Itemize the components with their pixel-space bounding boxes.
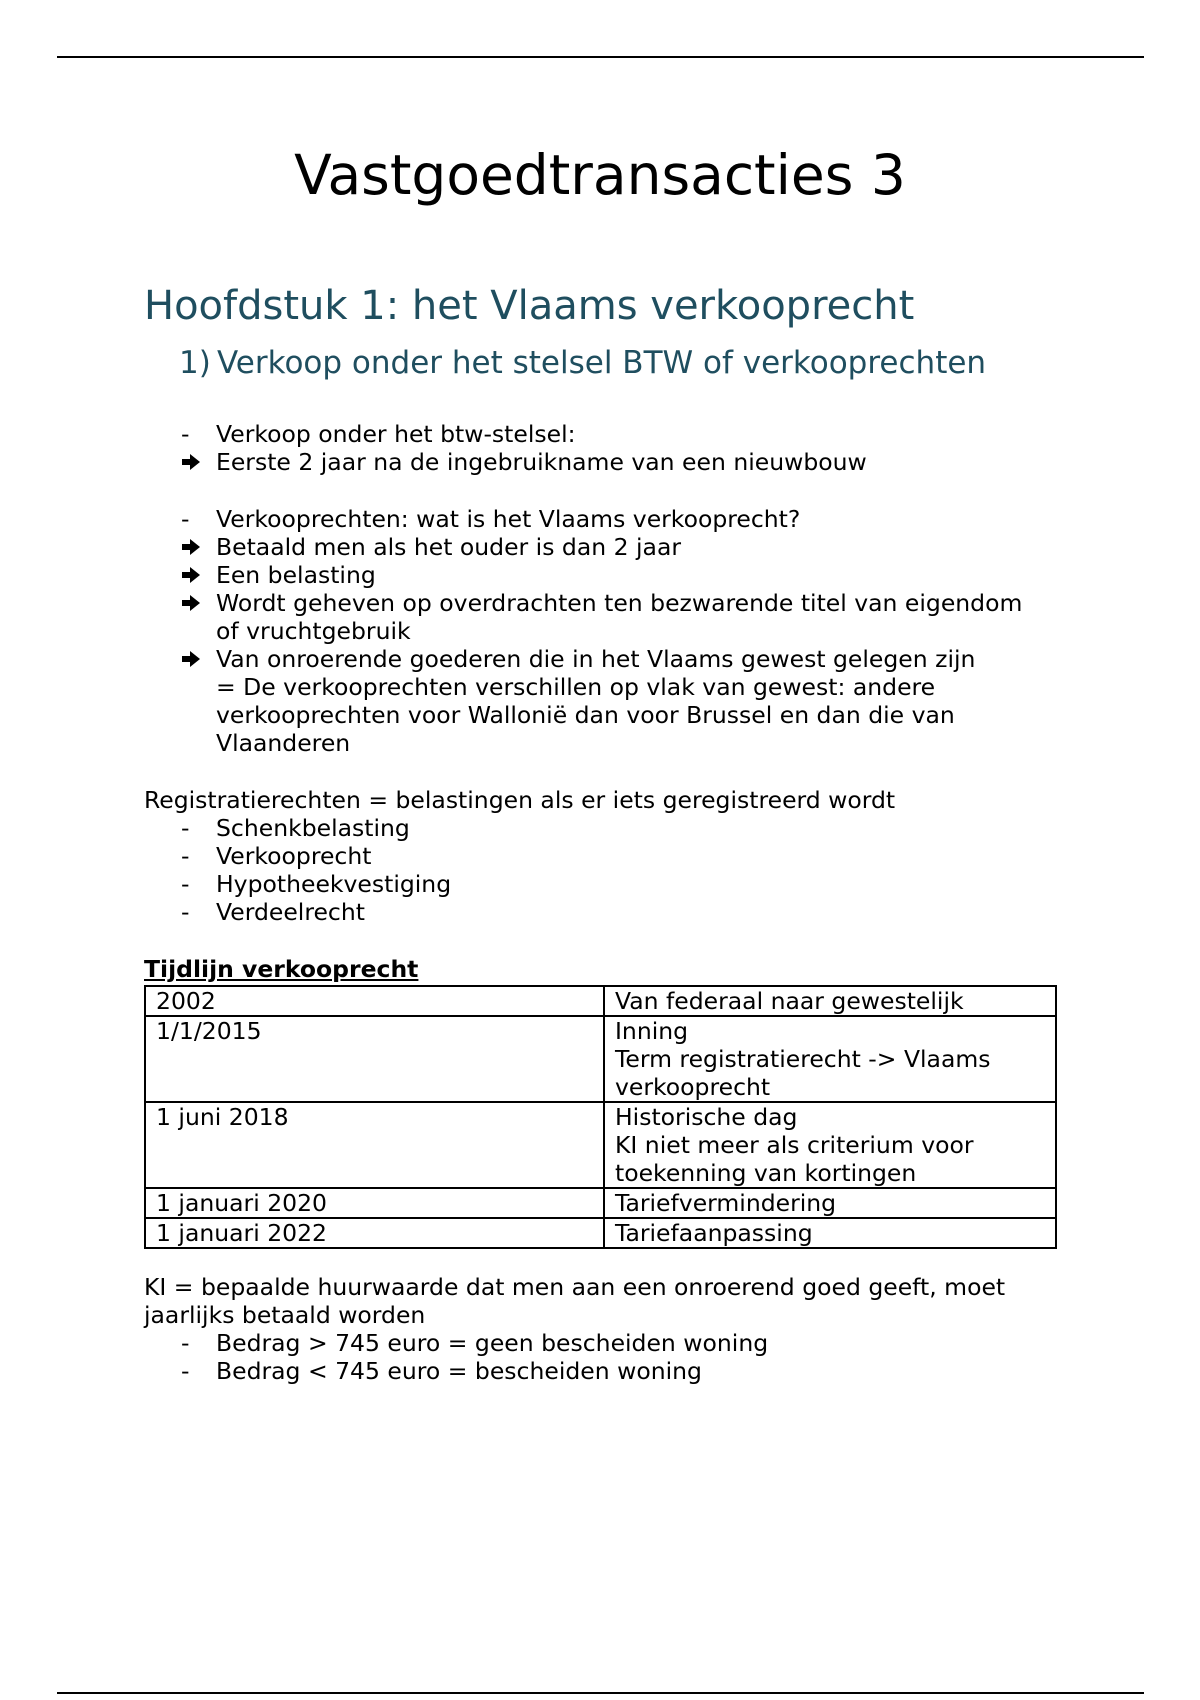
- timeline-description: [604, 1016, 1056, 1102]
- arrow-bullet-icon: [180, 448, 210, 476]
- table-row: [145, 1102, 1056, 1188]
- timeline-description: [604, 1218, 1056, 1248]
- table-row: [145, 1218, 1056, 1248]
- list-item: Verkooprecht: [216, 842, 372, 870]
- table-row: [145, 1016, 1056, 1102]
- cell-line: verkooprecht: [615, 1073, 771, 1101]
- timeline-date: 1 januari 2022: [145, 1218, 604, 1248]
- list-item: Van onroerende goederen die in het Vlaams gewest gelegen zijn: [216, 645, 976, 673]
- dash-marker: -: [181, 505, 190, 533]
- dash-marker: -: [181, 842, 190, 870]
- list-item: Hypotheekvestiging: [216, 870, 452, 898]
- cell-line: Historische dag: [615, 1103, 798, 1131]
- dash-marker: -: [181, 870, 190, 898]
- section-heading: [179, 344, 986, 382]
- list-item-continuation: of vruchtgebruik: [216, 617, 411, 645]
- list-item: Betaald men als het ouder is dan 2 jaar: [216, 533, 682, 561]
- timeline-table: [144, 985, 1057, 1249]
- cell-line: KI niet meer als criterium voor: [615, 1131, 974, 1159]
- timeline-heading: Tijdlijn verkooprecht: [144, 955, 419, 983]
- list-item: Verdeelrecht: [216, 898, 365, 926]
- document-title: Vastgoedtransacties 3: [294, 143, 906, 207]
- list-item: Verkooprechten: wat is het Vlaams verkooprecht?: [216, 505, 801, 533]
- table-row: [145, 986, 1056, 1016]
- cell-line: toekenning van kortingen: [615, 1159, 917, 1187]
- cell-line: Tariefaanpassing: [615, 1219, 813, 1247]
- list-item-continuation: = De verkooprechten verschillen op vlak van gewest: andere: [216, 673, 936, 701]
- arrow-bullet-icon: [180, 561, 210, 589]
- dash-marker: -: [181, 1329, 190, 1357]
- cell-line: Van federaal naar gewestelijk: [615, 987, 964, 1015]
- list-item-continuation: verkooprechten voor Wallonië dan voor Brussel en dan die van: [216, 701, 955, 729]
- timeline-description: [604, 1102, 1056, 1188]
- list-item: Wordt geheven op overdrachten ten bezwarende titel van eigendom: [216, 589, 1023, 617]
- arrow-bullet-icon: [180, 533, 210, 561]
- dash-marker: -: [181, 420, 190, 448]
- list-item: Een belasting: [216, 561, 376, 589]
- dash-marker: -: [181, 814, 190, 842]
- timeline-date: 1 juni 2018: [145, 1102, 604, 1188]
- arrow-bullet-icon: [180, 589, 210, 617]
- cell-line: Tariefvermindering: [615, 1189, 837, 1217]
- cell-line: Term registratierecht -> Vlaams: [615, 1045, 991, 1073]
- dash-marker: -: [181, 1357, 190, 1385]
- list-item: Schenkbelasting: [216, 814, 410, 842]
- list-item: Eerste 2 jaar na de ingebruikname van een nieuwbouw: [216, 448, 867, 476]
- table-row: [145, 1188, 1056, 1218]
- dash-marker: -: [181, 898, 190, 926]
- timeline-description: [604, 986, 1056, 1016]
- section-title: Verkoop onder het stelsel BTW of verkooprechten: [217, 345, 987, 381]
- footer-rule: [57, 1692, 1144, 1694]
- paragraph: Registratierechten = belastingen als er iets geregistreerd wordt: [144, 786, 896, 814]
- timeline-date: 1 januari 2020: [145, 1188, 604, 1218]
- timeline-description: [604, 1188, 1056, 1218]
- paragraph: KI = bepaalde huurwaarde dat men aan een onroerend goed geeft, moet: [144, 1273, 1006, 1301]
- list-item: Bedrag < 745 euro = bescheiden woning: [216, 1357, 702, 1385]
- header-rule: [57, 56, 1144, 58]
- arrow-bullet-icon: [180, 645, 210, 673]
- cell-line: Inning: [615, 1017, 689, 1045]
- list-item: Bedrag > 745 euro = geen bescheiden woning: [216, 1329, 769, 1357]
- list-item: Verkoop onder het btw-stelsel:: [216, 420, 576, 448]
- paragraph-continuation: jaarlijks betaald worden: [144, 1301, 426, 1329]
- chapter-heading: Hoofdstuk 1: het Vlaams verkooprecht: [144, 283, 915, 329]
- list-item-continuation: Vlaanderen: [216, 729, 351, 757]
- section-number: 1): [179, 345, 211, 381]
- timeline-date: 1/1/2015: [145, 1016, 604, 1102]
- timeline-date: 2002: [145, 986, 604, 1016]
